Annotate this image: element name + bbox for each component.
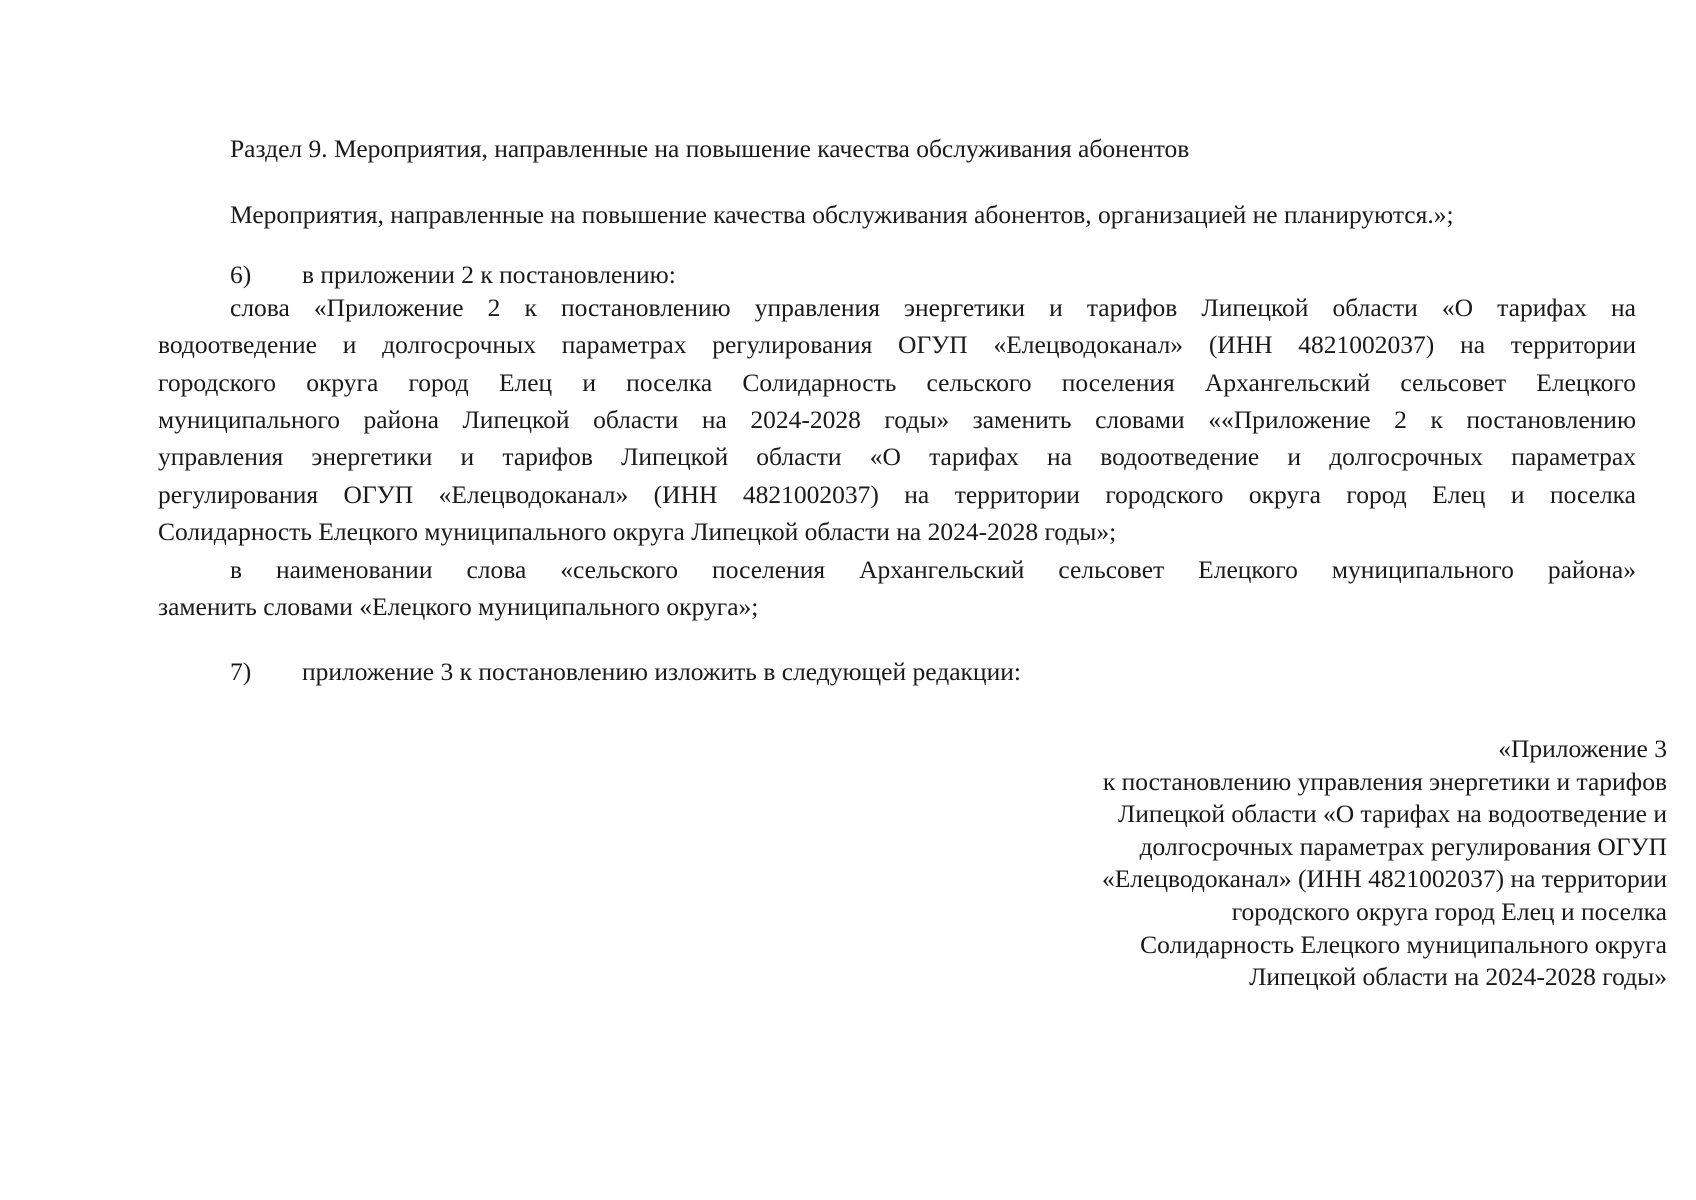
item-6-para1-line: городского округа город Елец и поселка Солидарность сельского поселения Архангельский сельсовет Елецкого — [158, 368, 1636, 397]
item-6-para1-line: Солидарность Елецкого муниципального округа Липецкой области на 2024-2028 годы»; — [158, 517, 1117, 546]
section-heading: Раздел 9. Мероприятия, направленные на повышение качества обслуживания абонентов — [230, 134, 1190, 163]
appendix-header-line: «Елецводоканал» (ИНН 4821002037) на территории — [1101, 864, 1667, 893]
section-text: Мероприятия, направленные на повышение качества обслуживания абонентов, организацией не планируются.»; — [230, 200, 1454, 229]
item-6-para1-line: управления энергетики и тарифов Липецкой области «О тарифах на водоотведение и долгосрочных параметрах — [158, 442, 1636, 471]
appendix-header-line: Солидарность Елецкого муниципального округа — [1140, 930, 1667, 959]
item-6-para2-line: в наименовании слова «сельского поселения Архангельский сельсовет Елецкого муниципального района» — [230, 555, 1636, 584]
appendix-header-line: Липецкой области «О тарифах на водоотведение и — [1117, 799, 1667, 828]
item-7-label: приложение 3 к постановлению изложить в следующей редакции: — [302, 657, 1021, 686]
item-6-para1-line: муниципального района Липецкой области на 2024-2028 годы» заменить словами ««Приложение 2 к постановлению — [158, 405, 1636, 434]
item-6-label: в приложении 2 к постановлению: — [302, 260, 676, 289]
item-6-number: 6) — [230, 260, 252, 289]
item-6-para1-line: водоотведение и долгосрочных параметрах регулирования ОГУП «Елецводоканал» (ИНН 4821002037) на территории — [158, 330, 1636, 359]
appendix-header-line: «Приложение 3 — [1498, 734, 1667, 763]
appendix-header-line: городского округа город Елец и поселка — [1231, 897, 1667, 926]
item-6-para1-line: регулирования ОГУП «Елецводоканал» (ИНН 4821002037) на территории городского округа город Елец и поселка — [158, 480, 1636, 509]
item-6-para2-line: заменить словами «Елецкого муниципального округа»; — [158, 592, 759, 621]
appendix-header-line: Липецкой области на 2024-2028 годы» — [1249, 962, 1667, 991]
item-7-number: 7) — [230, 657, 252, 686]
item-6-para1-line: слова «Приложение 2 к постановлению управления энергетики и тарифов Липецкой области «О тарифах на — [230, 293, 1636, 322]
appendix-header-line: к постановлению управления энергетики и тарифов — [1102, 767, 1667, 796]
appendix-header-line: долгосрочных параметрах регулирования ОГУП — [1139, 832, 1667, 861]
